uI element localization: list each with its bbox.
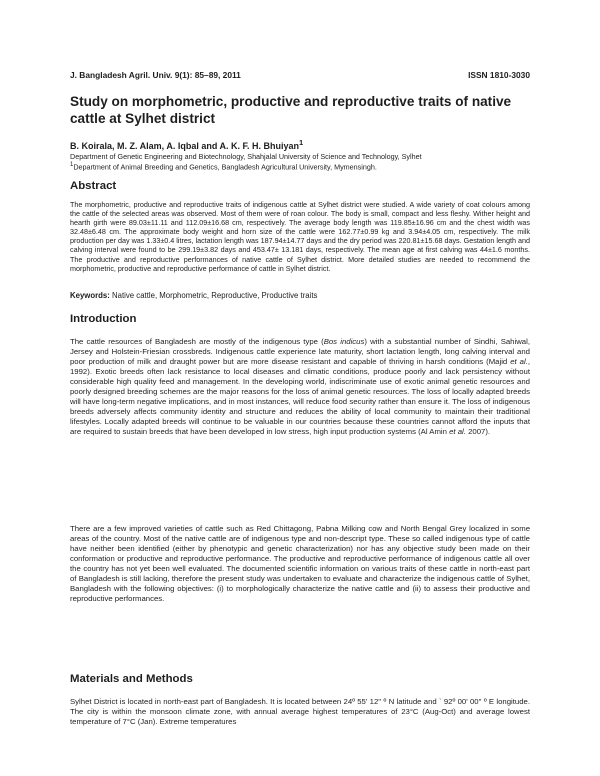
intro-p1-italic-etal-1: et al. bbox=[510, 357, 528, 367]
introduction-heading: Introduction bbox=[70, 313, 137, 325]
intro-p1-italic-etal-2: et al. bbox=[449, 427, 466, 437]
affiliation-1: Department of Genetic Engineering and Biotechnology, Shahjalal University of Science and Technology, Sylhet bbox=[70, 152, 422, 161]
keywords-label: Keywords: bbox=[70, 291, 110, 300]
keywords bbox=[70, 291, 317, 300]
author-affil-marker: 1 bbox=[299, 138, 304, 147]
introduction-paragraph-1 bbox=[70, 337, 530, 437]
affiliations bbox=[70, 152, 540, 172]
intro-p1-italic-species: Bos indicus bbox=[323, 337, 365, 346]
journal-header bbox=[70, 70, 530, 80]
intro-p1-part-a: The cattle resources of Bangladesh are mostly of the indigenous type ( bbox=[70, 337, 324, 346]
introduction-paragraph-2: There are a few improved varieties of cattle such as Red Chittagong, Pabna Milking cow and North Bengal Grey localized in some areas of the country. Most of the native cattle are of indigenous type and non-descript type. These so called indigenous type of cattle have neither been identified (either by phenotypic and genetic characterization) nor has any objective study been made on their conformation or productive and reproductive performance. The productive and reproductive performance of indigenous cattle all over the country has not yet been well evaluated. The documented scientific information on various traits of these cattle in north-east part of Bangladesh is still lacking, therefore the present study was undertaken to evaluate and characterize the indigenous cattle of Sylhet, Bangladesh with the following objectives: (i) to morphologically characterize the native cattle and (ii) to assess their productive and reproductive performances. bbox=[70, 524, 530, 604]
intro-p1-part-c: , 1992). Exotic breeds often lack resistance to local diseases and climatic conditions, produce poorly and lack persistency without considerable high quality feed and management. In the developing world, indiscriminate use of exotic animal genetic resources and poorly designed breeding schemes are the major reasons for the loss of animal genetic resources. The loss of locally adapted breeds will have long-term negative implications, and in most instances, will reduce food security rather than ensure it. The loss of indigenous breeds adversely affects community identity and structure and reduces the ability of local community to maintain their traditional lifestyles. Locally adapted breeds will continue to be valuable in our countries because these countries cannot afford the inputs that are required to sustain breeds that have been developed in low stress, high input production systems (Al Amin bbox=[70, 357, 530, 437]
author-list bbox=[70, 138, 303, 151]
affiliation-2-text: Department of Animal Breeding and Genetics, Bangladesh Agricultural University, Mymensingh. bbox=[73, 162, 377, 172]
intro-p1-part-d: 2007). bbox=[465, 427, 491, 437]
methods-heading: Materials and Methods bbox=[70, 673, 193, 685]
journal-citation: J. Bangladesh Agril. Univ. 9(1): 85–89, 2011 bbox=[70, 70, 241, 80]
abstract-heading: Abstract bbox=[70, 180, 117, 192]
affiliation-2-marker: 1 bbox=[70, 162, 74, 169]
abstract-text: The morphometric, productive and reproductive traits of indigenous cattle at Sylhet district were studied. A wide variety of coat colours among the cattle of the selected areas was observed. Most of them were of roan colour. The body is small, compact and less fleshy. Wither height and hearth girth were 89.03±11.11 and 112.09±16.68 cm, respectively. The average body length was 119.85±16.96 cm and the chest width was 32.48±6.48 cm. The approximate body weight and horn size of the cattle were 162.77±0.99 kg and 3.94±4.05 cm, respectively. The milk production per day was 1.33±0.4 litres, lactation length was 187.94±14.77 days and the dry period was 220.81±15.68 days. Gestation length and calving interval were found to be 299.19±3.82 days and 453.47± 13.181 days, respectively. The mean age at first calving was 44±1.6 months. The productive and reproductive performances of native cattle of Sylhet district. More detailed studies are needed to recommend the morphometric, productive and reproductive performance of cattle in Sylhet district. bbox=[70, 200, 530, 273]
methods-paragraph-1: Sylhet District is located in north-east part of Bangladesh. It is located between 24º 55' 12'' º N latitude and ` 92º 00' 00'' º E longitude. The city is within the monsoon climate zone, with annual average highest temperatures of 23°C (Aug-Oct) and average lowest temperature of 7°C (Jan). Extreme temperatures bbox=[70, 697, 530, 727]
paper-title: Study on morphometric, productive and reproductive traits of native cattle at Sylhet district bbox=[70, 94, 512, 126]
author-names: B. Koirala, M. Z. Alam, A. Iqbal and A. K. F. H. Bhuiyan bbox=[70, 141, 300, 151]
intro-p1-part-b: ) with a substantial number of Sindhi, Sahiwal, Jersey and Holstein-Friesian crossbreds. Indigenous cattle experience late maturity, short lactation length, long calving interval and poor production of milk and draught power but are more disease resistant and capable of thriving in harsh conditions (Majid bbox=[70, 337, 530, 367]
affiliation-2 bbox=[70, 161, 540, 172]
journal-issn: ISSN 1810-3030 bbox=[468, 70, 530, 80]
keywords-text: Native cattle, Morphometric, Reproductive, Productive traits bbox=[109, 291, 318, 300]
